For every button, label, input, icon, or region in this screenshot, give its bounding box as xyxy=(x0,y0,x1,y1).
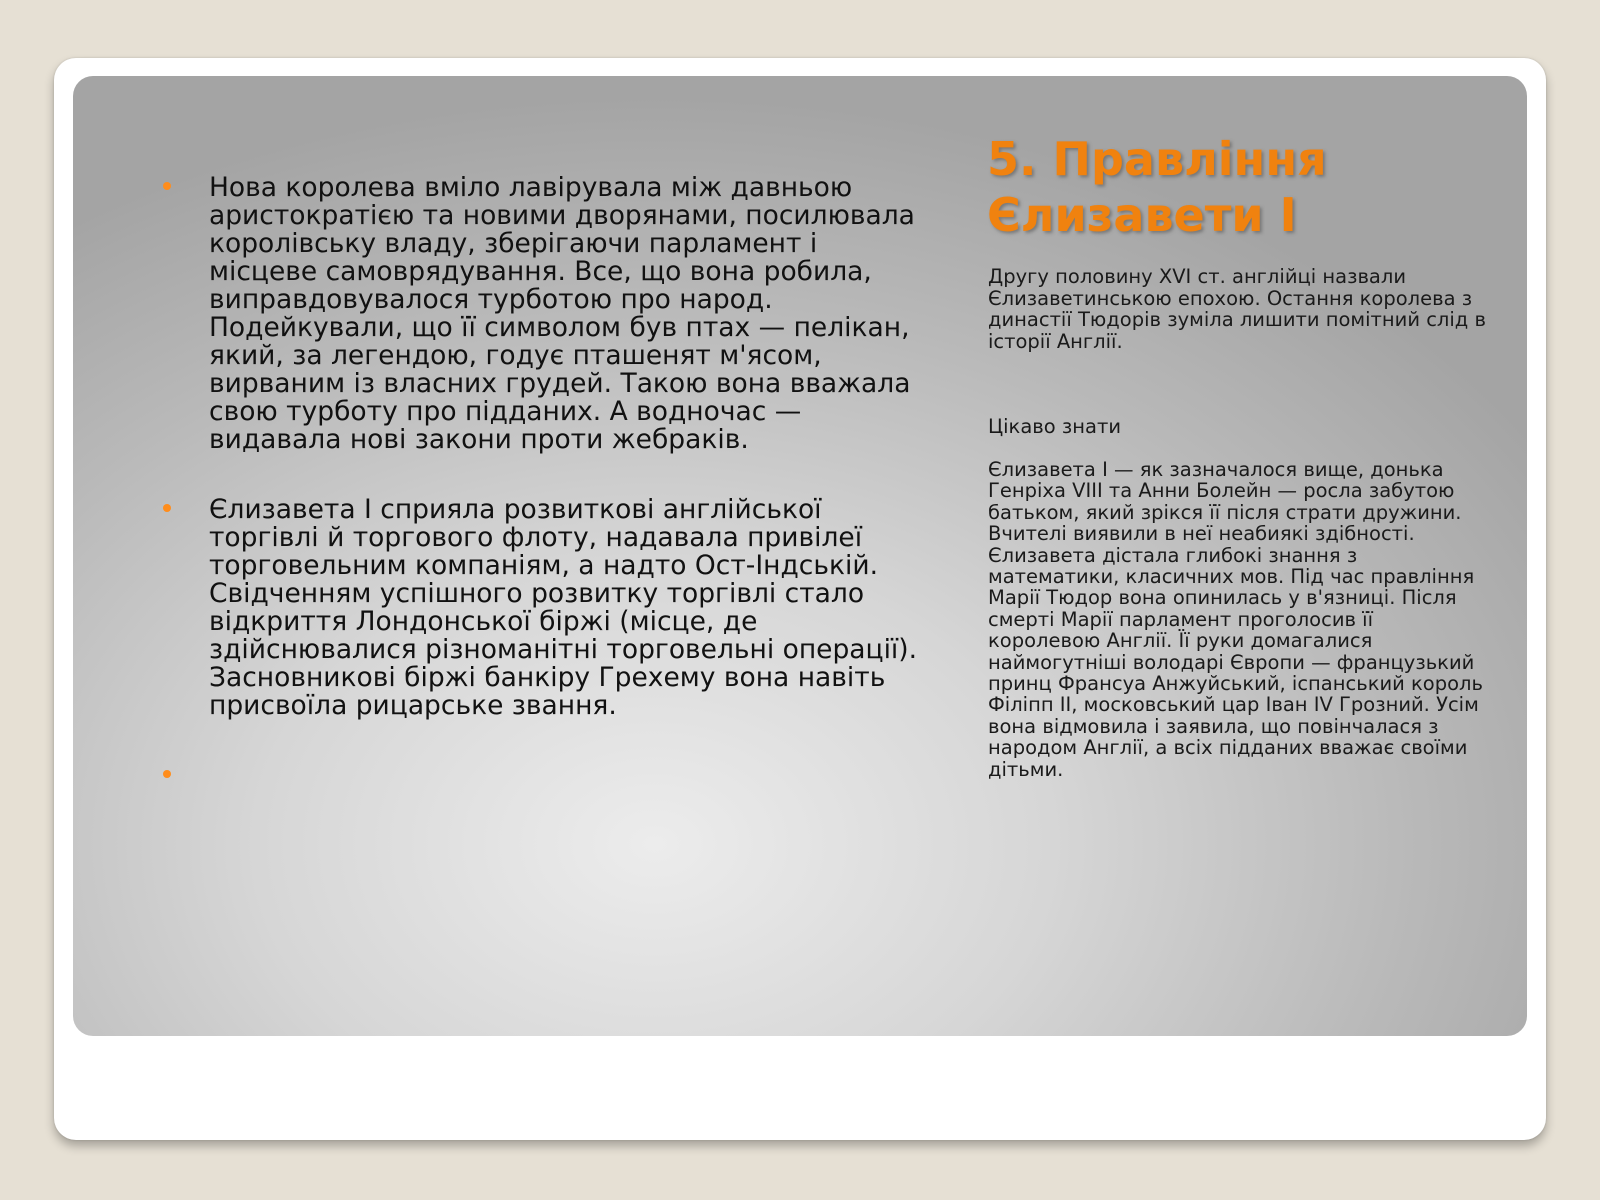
slide-title: 5. Правління Єлизавети I xyxy=(987,132,1327,242)
bullet-item xyxy=(163,174,923,454)
slide-panel xyxy=(73,76,1527,1036)
bullet-dot-icon xyxy=(163,770,171,778)
bullet-list xyxy=(163,174,923,832)
bullet-dot-icon xyxy=(163,504,171,512)
bullet-item-empty xyxy=(163,762,923,790)
fact-body: Єлизавета I — як зазначалося вище, донька Генріха VIII та Анни Болейн — росла забутою батьком, який зрікся її після страти дружини. Вчителі виявили в неї неабиякі здібності. Єлизавета дістала глибокі знання з математики, класичних мов. Під час правління Марії Тюдор вона опинилась у в'язниці. Після смерті Марії парламент проголосив її королевою Англії. Її руки домагалися наймогутніші володарі Європи — французький принц Франсуа Анжуйський, іспанський король Філіпп II, московський цар Іван IV Грозний. Усім вона відмовила і заявила, що повінчалася з народом Англії, а всіх підданих вважає своїми дітьми. xyxy=(988,458,1483,781)
bullet-text: Нова королева вміло лавірувала між давньою аристократією та новими дворянами, посилювала королівську владу, зберігаючи парламент і місцеве самоврядування. Все, що вона робила, виправдовувалося турботою про народ. Подейкували, що її символом був птах — пелікан, який, за легендою, годує пташенят м'ясом, вирваним із власних грудей. Такою вона вважала свою турботу про підданих. А водночас — видавала нові закони проти жебраків. xyxy=(209,172,915,455)
fact-heading: Цікаво знати xyxy=(988,415,1122,438)
intro-text: Другу половину XVI ст. англійці назвали Єлизаветинською епохою. Остання королева з династії Тюдорів зуміла лишити помітний слід в історії Англії. xyxy=(988,265,1486,353)
bullet-dot-icon xyxy=(163,182,171,190)
bullet-text: Єлизавета I сприяла розвиткові англійської торгівлі й торгового флоту, надавала привілеї торговельним компаніям, а надто Ост-Індській. Свідченням успішного розвитку торгівлі стало відкриття Лондонської біржі (місце, де здійснювалися різноманітні торговельні операції). Засновникові біржі банкіру Грехему вона навіть присвоїла рицарське звання. xyxy=(209,494,918,721)
bullet-item xyxy=(163,496,923,720)
